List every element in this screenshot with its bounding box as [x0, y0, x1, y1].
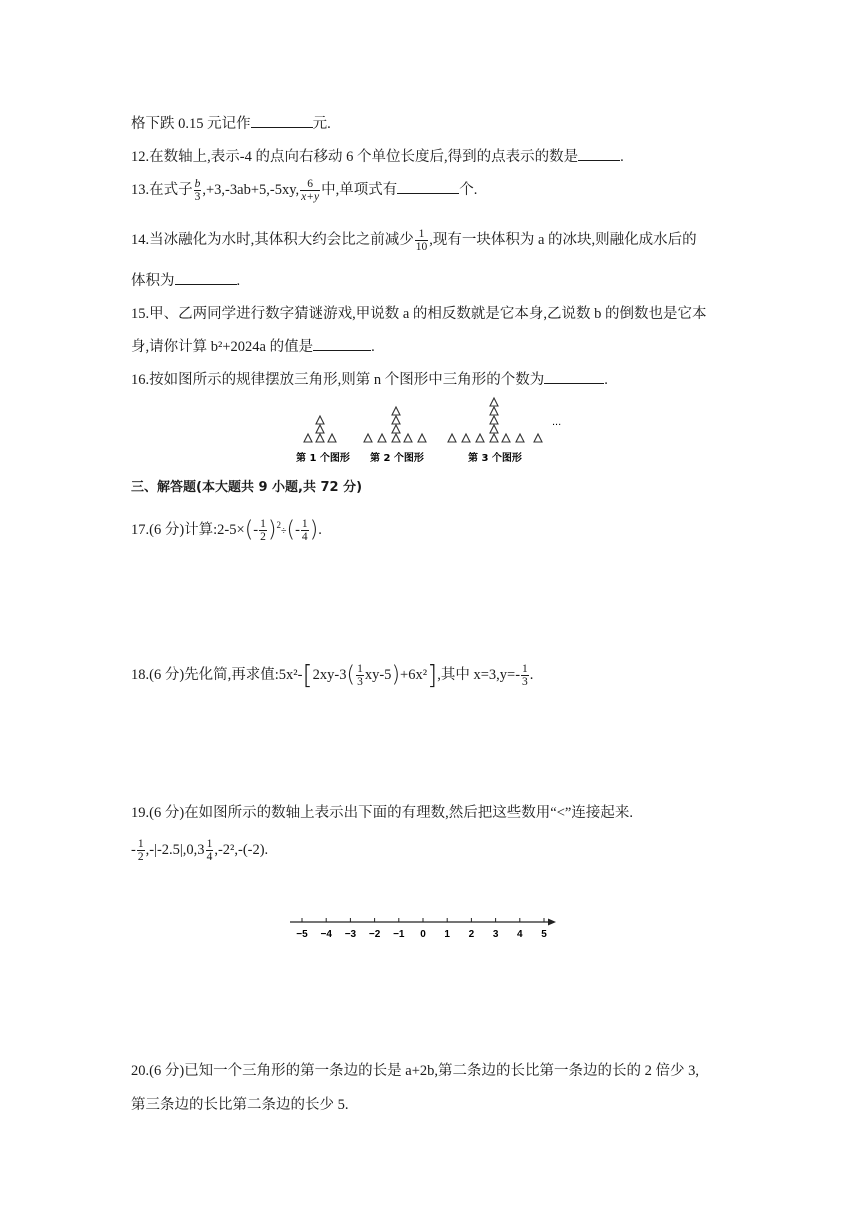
triangle-pattern-figure: [290, 395, 580, 467]
q18-text: 18.(6 分)先化简,再求值:5x²-: [131, 666, 303, 683]
triangle-icon: [490, 407, 498, 415]
q12-period: .: [620, 149, 624, 165]
triangle-icon: [476, 434, 484, 442]
triangle-icon: [328, 434, 336, 442]
tick-label: 0: [420, 929, 426, 940]
denominator: 3: [522, 676, 528, 688]
q14-text-3: 体积为: [131, 273, 175, 289]
question-18: [131, 660, 534, 691]
tick-label: 2: [468, 929, 475, 940]
section-heading: 三、解答题(本大题共 9 小题,共 72 分): [131, 480, 363, 495]
question-13: [131, 178, 477, 203]
q15-period: .: [371, 339, 375, 355]
triangle-icon: [534, 434, 542, 442]
sign: -: [131, 841, 136, 858]
triangle-icon: [392, 425, 400, 433]
denominator: 4: [301, 531, 308, 543]
fraction: [194, 178, 202, 203]
tick-label: 3: [492, 929, 499, 940]
q13-text: 13.在式子: [131, 181, 193, 198]
triangle-group: [304, 398, 542, 442]
q18-term-1: 2xy-3: [312, 666, 347, 683]
fraction: [301, 518, 309, 543]
triangle-icon: [316, 434, 324, 442]
tick-label: 1: [444, 929, 450, 940]
q19-list-2: ,-2²,-(-2).: [214, 841, 269, 858]
triangle-icon: [316, 416, 324, 424]
question-15: [131, 304, 707, 324]
numerator: 1: [357, 663, 363, 675]
sign: -: [295, 521, 300, 538]
tick-label: 4: [517, 929, 523, 940]
q17-text: 17.(6 分)计算:2-5×: [131, 521, 245, 538]
fraction: [415, 228, 429, 253]
triangle-icon: [490, 398, 498, 406]
denominator: 10: [415, 241, 428, 253]
ellipsis: ...: [552, 416, 562, 428]
divide-sign: ÷: [280, 525, 287, 537]
q17-period: .: [318, 521, 322, 538]
question-14-line2: [131, 270, 240, 291]
q14-period: .: [236, 273, 241, 289]
triangle-icon: [364, 434, 372, 442]
triangle-icon: [418, 434, 426, 442]
triangle-icon: [448, 434, 456, 442]
caption-figure-2: 第 2 个图形: [370, 453, 424, 464]
numerator: 1: [522, 663, 528, 675]
exponent: 2: [276, 520, 281, 530]
tick-label: −1: [393, 929, 405, 940]
question-19: [131, 803, 633, 823]
triangle-icon: [316, 425, 324, 433]
denominator: 4: [206, 851, 213, 863]
q18-term-2: xy-5: [364, 666, 392, 683]
q19-numbers: [131, 838, 268, 863]
triangle-icon: [516, 434, 524, 442]
q14-text-2: ,现有一块体积为 a 的冰块,则融化成水后的: [429, 231, 697, 248]
numerator: 1: [415, 228, 429, 241]
number-line: [288, 912, 563, 942]
caption-figure-1: 第 1 个图形: [296, 453, 350, 464]
answer-blank[interactable]: [175, 270, 237, 285]
numerator: 1: [260, 518, 266, 530]
triangle-icon: [304, 434, 312, 442]
q19-text: 19.(6 分)在如图所示的数轴上表示出下面的有理数,然后把这些数用“<”连接起来.: [131, 805, 633, 821]
q13-text-2: 中,单项式有: [321, 181, 398, 198]
question-12: [131, 146, 624, 167]
left-paren: (: [286, 517, 296, 543]
question-17: [131, 515, 322, 543]
q14-text: 14.当冰融化为水时,其体积大约会比之前减少: [131, 231, 414, 248]
numerator: b: [194, 178, 201, 190]
answer-blank[interactable]: [578, 146, 620, 161]
left-paren: (: [346, 662, 356, 688]
tick-label: −2: [368, 929, 381, 940]
question-16: [131, 369, 608, 390]
q15-text-2: 身,请你计算 b²+2024a 的值是: [131, 339, 314, 355]
q11-continuation: [131, 113, 331, 134]
left-paren: (: [244, 517, 254, 543]
q15-text: 15.甲、乙两同学进行数字猜谜游戏,甲说数 a 的相反数就是它本身,乙说数 b 的倒数也是它本: [131, 306, 707, 322]
q20-text-2: 第三条边的长比第二条边的长少 5.: [131, 1097, 349, 1113]
sign: -: [253, 521, 259, 538]
triangle-icon: [490, 434, 498, 442]
triangle-icon: [490, 416, 498, 424]
denominator: 2: [260, 531, 266, 543]
tick-group: [296, 918, 547, 940]
q16-text: 16.按如图所示的规律摆放三角形,则第 n 个图形中三角形的个数为: [131, 372, 545, 388]
triangle-icon: [378, 434, 386, 442]
triangle-icon: [392, 416, 400, 424]
fraction: [259, 518, 267, 543]
question-20-line2: [131, 1095, 349, 1115]
right-paren: ): [309, 517, 319, 543]
fraction: [356, 663, 364, 688]
q13-unit: 个.: [459, 181, 478, 198]
denominator: x+y: [301, 191, 320, 203]
left-bracket: [: [302, 660, 313, 691]
triangle-icon: [392, 434, 400, 442]
fraction: [206, 838, 214, 863]
q11-text: 格下跌 0.15 元记作: [131, 116, 251, 132]
q19-list: ,-|-2.5|,0,3: [145, 841, 205, 858]
fraction: [137, 838, 145, 863]
triangle-icon: [404, 434, 412, 442]
right-paren: ): [391, 662, 401, 688]
q13-terms: ,+3,-3ab+5,-5xy,: [202, 181, 300, 198]
answer-blank[interactable]: [313, 336, 371, 351]
numerator: 1: [137, 838, 144, 850]
fraction: [521, 663, 529, 688]
tick-label: −5: [296, 929, 308, 940]
denominator: 3: [357, 676, 363, 688]
q20-text: 20.(6 分)已知一个三角形的第一条边的长是 a+2b,第二条边的长比第一条边的长的 2 倍少 3,: [131, 1063, 700, 1079]
numerator: 1: [301, 518, 308, 530]
q18-period: .: [529, 666, 534, 683]
tick-label: 5: [541, 929, 547, 940]
q11-unit: 元.: [312, 116, 331, 132]
answer-blank[interactable]: [544, 369, 604, 384]
right-paren: ): [267, 517, 277, 543]
q16-period: .: [604, 372, 608, 388]
right-bracket: ]: [427, 660, 438, 691]
q18-condition: ,其中 x=3,y=-: [437, 666, 521, 683]
arrow-head: [548, 919, 556, 926]
question-20: [131, 1061, 699, 1081]
question-15-line2: [131, 336, 375, 357]
q12-text: 12.在数轴上,表示-4 的点向右移动 6 个单位长度后,得到的点表示的数是: [131, 149, 579, 165]
triangle-icon: [462, 434, 470, 442]
answer-blank[interactable]: [251, 113, 313, 128]
denominator: 2: [137, 851, 144, 863]
fraction: [300, 178, 320, 203]
denominator: 3: [194, 191, 201, 203]
numerator: 1: [206, 838, 213, 850]
tick-label: −4: [320, 929, 332, 940]
caption-figure-3: 第 3 个图形: [468, 453, 522, 464]
q18-term-3: +6x²: [400, 666, 428, 683]
numerator: 6: [300, 178, 320, 191]
answer-blank[interactable]: [397, 179, 459, 194]
tick-label: −3: [344, 929, 357, 940]
question-14: [131, 228, 697, 253]
triangle-icon: [392, 407, 400, 415]
triangle-icon: [490, 425, 498, 433]
triangle-icon: [502, 434, 510, 442]
